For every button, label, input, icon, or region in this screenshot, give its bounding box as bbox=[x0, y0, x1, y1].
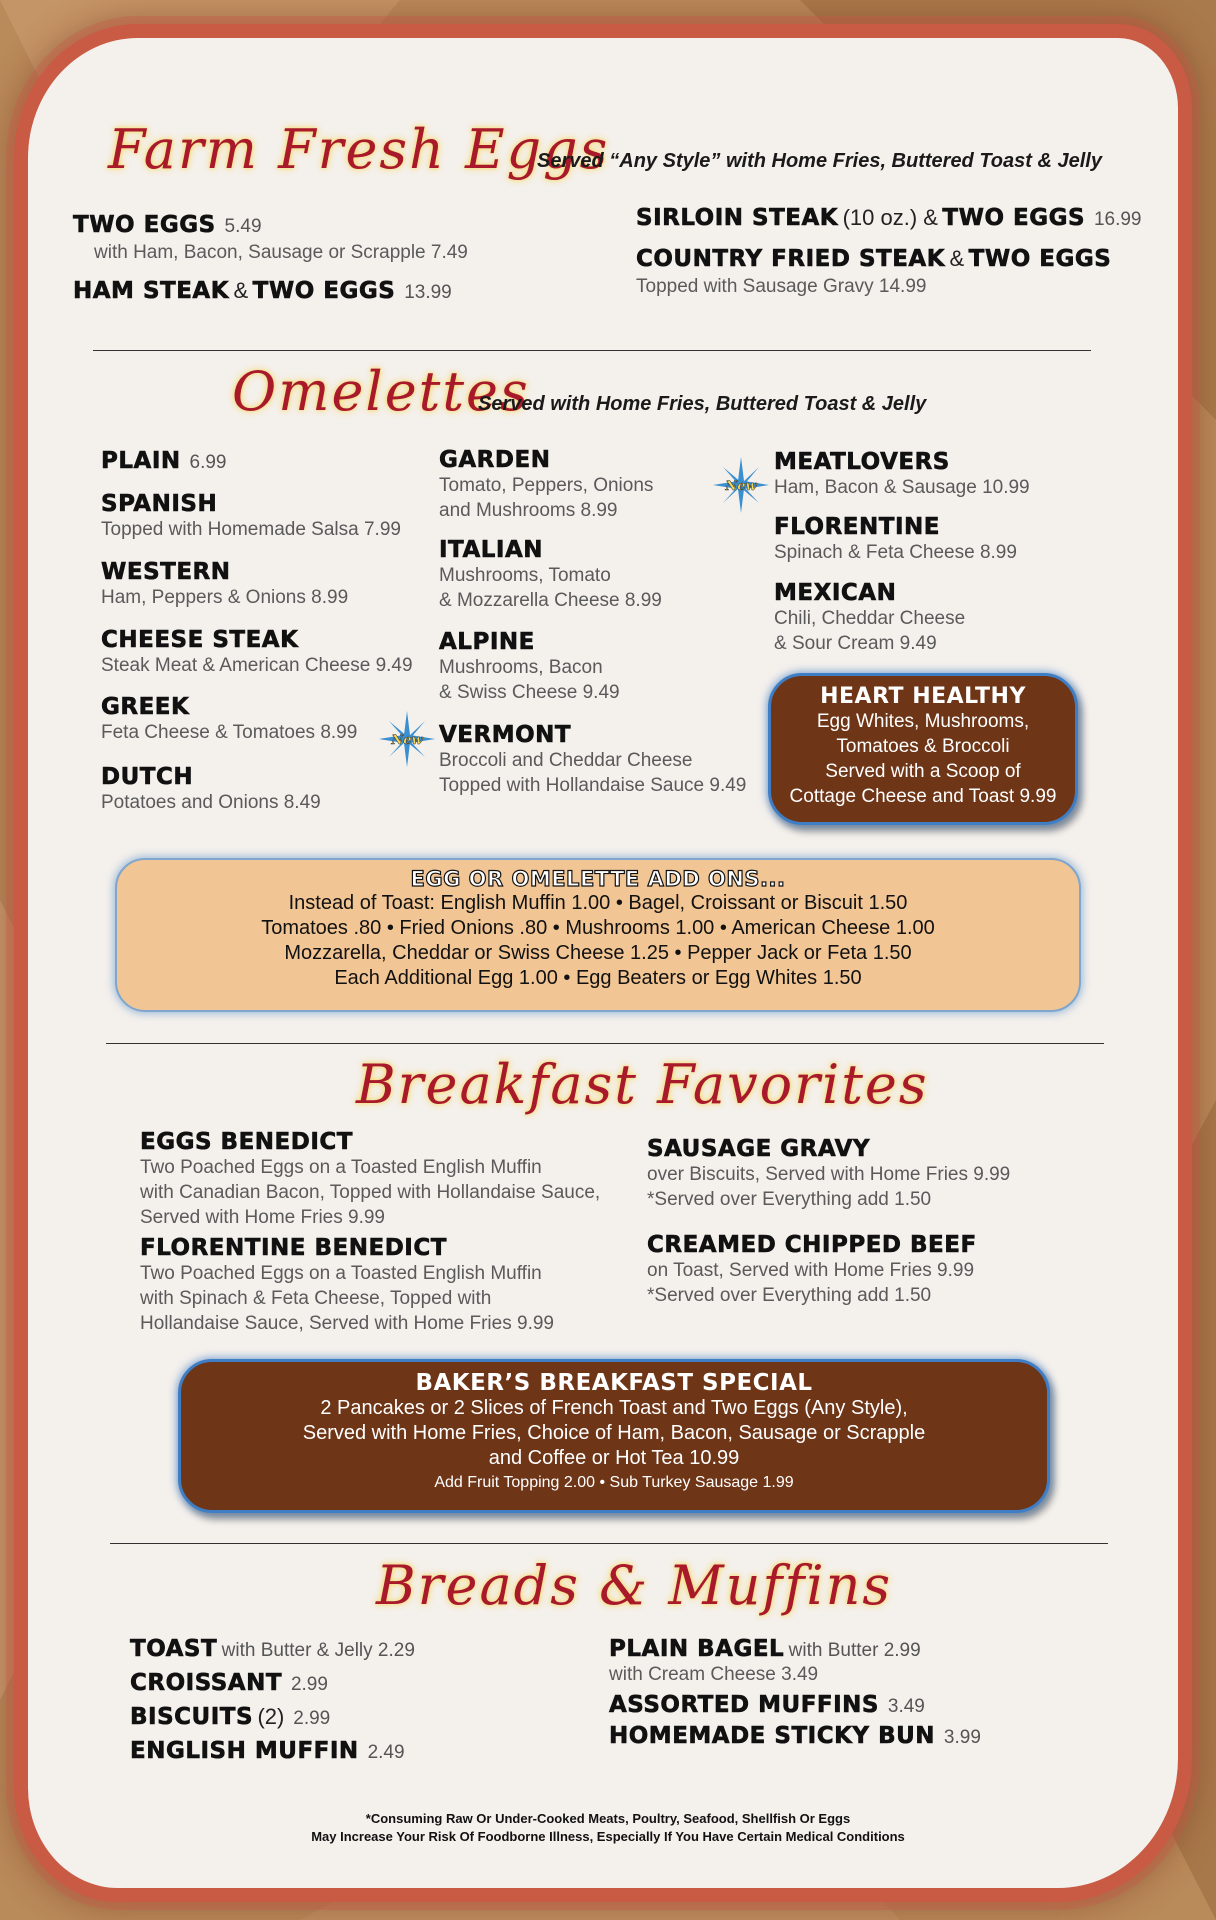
omelette-meatlovers: MEATLOVERS Ham, Bacon & Sausage 10.99 bbox=[774, 449, 1030, 498]
menu-item-country-fried-steak: COUNTRY FRIED STEAK & TWO EGGS Topped with Sausage Gravy 14.99 bbox=[636, 246, 1112, 297]
bread-english-muffin: ENGLISH MUFFIN 2.49 bbox=[130, 1738, 405, 1764]
bread-toast: TOAST with Butter & Jelly 2.29 bbox=[130, 1636, 415, 1662]
bread-croissant: CROISSANT 2.99 bbox=[130, 1670, 328, 1696]
omelette-spanish: SPANISH Topped with Homemade Salsa 7.99 bbox=[101, 491, 401, 540]
omelette-cheese-steak: CHEESE STEAK Steak Meat & American Cheese 9.49 bbox=[101, 627, 413, 676]
addons-title: EGG OR OMELETTE ADD ONS... bbox=[410, 867, 786, 891]
section-title-favorites: Breakfast Favorites bbox=[356, 1053, 929, 1116]
omelette-alpine: ALPINE Mushrooms, Bacon & Swiss Cheese 9.49 bbox=[439, 629, 620, 703]
menu-item-two-eggs: TWO EGGS 5.49 with Ham, Bacon, Sausage or Scrapple 7.49 bbox=[73, 212, 468, 263]
divider bbox=[106, 1043, 1104, 1044]
omelette-garden: GARDEN Tomato, Peppers, Onions and Mushrooms 8.99 bbox=[439, 447, 654, 521]
omelette-vermont: VERMONT Broccoli and Cheddar Cheese Topped with Hollandaise Sauce 9.49 bbox=[439, 722, 747, 796]
divider bbox=[93, 350, 1091, 351]
section-subtitle-eggs: Served “Any Style” with Home Fries, Buttered Toast & Jelly bbox=[537, 150, 1102, 172]
bread-assorted-muffins: ASSORTED MUFFINS 3.49 bbox=[609, 1692, 925, 1718]
footer-disclaimer: *Consuming Raw Or Under-Cooked Meats, Poultry, Seafood, Shellfish Or Eggs May Increase Your Risk Of Foodborne Illness, Especially If You Have Certain Medical Conditions bbox=[311, 1811, 905, 1844]
bread-plain-bagel: PLAIN BAGEL with Butter 2.99 with Cream Cheese 3.49 bbox=[609, 1636, 921, 1685]
section-title-omelettes: Omelettes bbox=[232, 360, 530, 423]
omelette-mexican: MEXICAN Chili, Cheddar Cheese & Sour Cream 9.49 bbox=[774, 580, 966, 654]
omelette-florentine: FLORENTINE Spinach & Feta Cheese 8.99 bbox=[774, 514, 1017, 563]
omelette-plain: PLAIN 6.99 bbox=[101, 448, 227, 474]
menu-item-sirloin-steak: SIRLOIN STEAK (10 oz.) & TWO EGGS 16.99 bbox=[636, 205, 1142, 231]
favorite-sausage-gravy: SAUSAGE GRAVY over Biscuits, Served with Home Fries 9.99 *Served over Everything add 1.50 bbox=[647, 1136, 1011, 1210]
new-badge-label: New bbox=[391, 733, 423, 748]
favorite-creamed-chipped-beef: CREAMED CHIPPED BEEF on Toast, Served with Home Fries 9.99 *Served over Everything add 1.50 bbox=[647, 1232, 977, 1306]
favorite-eggs-benedict: EGGS BENEDICT Two Poached Eggs on a Toasted English Muffin with Canadian Bacon, Topped with Hollandaise Sauce, Served with Home Fries 9.99 bbox=[140, 1129, 601, 1228]
new-badge-label: New bbox=[725, 479, 757, 494]
divider bbox=[110, 1543, 1108, 1544]
bakers-special-title: BAKER’S BREAKFAST SPECIAL bbox=[415, 1370, 813, 1396]
new-badge-icon bbox=[379, 711, 435, 767]
menu-item-ham-steak: HAM STEAK & TWO EGGS 13.99 bbox=[73, 278, 452, 304]
heart-healthy-box: HEART HEALTHY Egg Whites, Mushrooms, Tomatoes & Broccoli Served with a Scoop of Cottage Cheese and Toast 9.99 bbox=[768, 673, 1078, 825]
omelette-italian: ITALIAN Mushrooms, Tomato & Mozzarella Cheese 8.99 bbox=[439, 537, 662, 611]
section-title-breads: Breads & Muffins bbox=[376, 1554, 893, 1617]
favorite-florentine-benedict: FLORENTINE BENEDICT Two Poached Eggs on a Toasted English Muffin with Spinach & Feta Cheese, Topped with Hollandaise Sauce, Served with Home Fries 9.99 bbox=[140, 1235, 554, 1334]
omelette-dutch: DUTCH Potatoes and Onions 8.49 bbox=[101, 764, 321, 813]
omelette-greek: GREEK Feta Cheese & Tomatoes 8.99 bbox=[101, 694, 358, 743]
bread-biscuits: BISCUITS (2) 2.99 bbox=[130, 1704, 331, 1730]
section-subtitle-omelettes: Served with Home Fries, Buttered Toast & Jelly bbox=[478, 393, 927, 415]
bakers-special-box: BAKER’S BREAKFAST SPECIAL 2 Pancakes or 2 Slices of French Toast and Two Eggs (Any Style), Served with Home Fries, Choice of Ham, Bacon, Sausage or Scrapple and Coffee or Hot Tea 10.99 Add Fruit Topping 2.00 • Sub Turkey Sausage 1.99 bbox=[178, 1359, 1050, 1513]
addons-box: EGG OR OMELETTE ADD ONS... Instead of Toast: English Muffin 1.00 • Bagel, Croissant or Biscuit 1.50 Tomatoes .80 • Fried Onions .80 • Mushrooms 1.00 • American Cheese 1.00 Mozzarella, Cheddar or Swiss Cheese 1.25 • Pepper Jack or Feta 1.50 Each Additional Egg 1.00 • Egg Beaters or Egg Whites 1.50 bbox=[115, 858, 1081, 1012]
new-badge-icon bbox=[713, 457, 769, 513]
heart-healthy-title: HEART HEALTHY bbox=[820, 684, 1026, 709]
bread-sticky-bun: HOMEMADE STICKY BUN 3.99 bbox=[609, 1723, 981, 1749]
section-title-eggs: Farm Fresh Eggs bbox=[108, 118, 610, 181]
omelette-western: WESTERN Ham, Peppers & Onions 8.99 bbox=[101, 559, 349, 608]
